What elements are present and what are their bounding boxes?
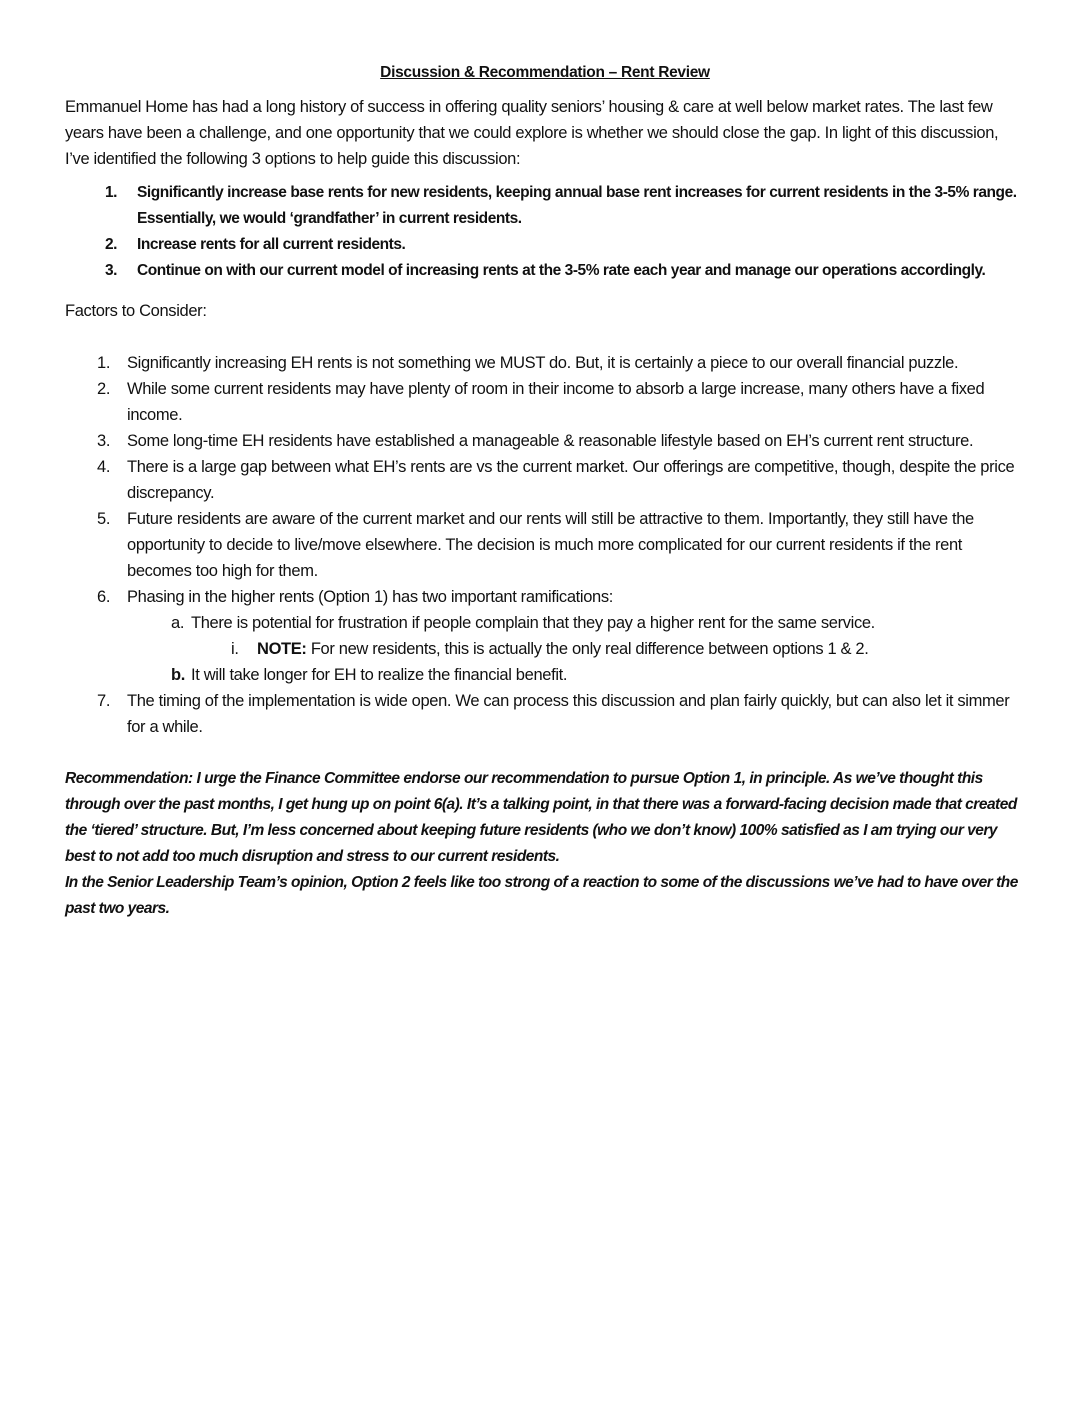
subsub-number: i. [231,640,239,658]
factor-item [65,454,1025,506]
sub-text: There is potential for frustration if people complain that they pay a higher rent for the same service. [191,614,875,632]
factor-text: Significantly increasing EH rents is not something we MUST do. But, it is certainly a piece to our overall financial puzzle. [127,354,959,372]
factor-number: 1. [97,354,111,372]
intro-paragraph: Emmanuel Home has had a long history of success in offering quality seniors’ housing & care at well below market rates. The last few years have been a challenge, and one opportunity that we could explore is whether we should close the gap. In light of this discussion, I’ve identified the following 3 options to help guide this discussion: [65,98,999,168]
recommendation-paragraph: Recommendation: I urge the Finance Committee endorse our recommendation to pursue Option 1, in principle. As we’ve thought this through over the past months, I get hung up on point 6(a). It’s a talking point, in that there was a forward-facing decision made that created the ‘tiered’ structure. But, I’m less concerned about keeping future residents (who we don’t know) 100% satisfied as I am trying our very best to not add too much disruption and stress to our current residents. [65,770,1017,865]
factor-number: 2. [97,380,111,398]
factor-item [65,376,1025,428]
factor-item [65,428,1025,454]
document-page [65,64,1025,922]
factor-number: 3. [97,432,111,450]
factor-number: 4. [97,458,111,476]
factor-number: 7. [97,692,111,710]
option-number: 2. [105,236,118,253]
option-item [65,232,1025,258]
recommendation-section [65,766,1025,922]
factor-text: While some current residents may have plenty of room in their income to absorb a large increase, many others have a fixed income. [127,380,985,424]
document-title: Discussion & Recommendation – Rent Review [380,64,710,81]
options-list [65,180,1025,284]
factor-item [65,506,1025,584]
option-item [65,180,1025,232]
factor-text: The timing of the implementation is wide open. We can process this discussion and plan fairly quickly, but can also let it simmer for a while. [127,692,1010,736]
factor-sublist [127,610,1025,688]
factor-text: Future residents are aware of the current market and our rents will still be attractive to them. Importantly, they still have the opportunity to decide to live/move elsewhere. The decision is much more complicated for our current residents if the rent becomes too high for them. [127,510,974,580]
factor-item [65,688,1025,740]
option-text: Continue on with our current model of increasing rents at the 3-5% rate each year and manage our operations accordingly. [137,262,986,279]
sub-text: It will take longer for EH to realize the financial benefit. [191,666,568,684]
factor-text: There is a large gap between what EH’s rents are vs the current market. Our offerings are competitive, though, despite the price discrepancy. [127,458,1015,502]
sub-item [127,662,1025,688]
option-number: 3. [105,262,118,279]
leadership-opinion-paragraph: In the Senior Leadership Team’s opinion, Option 2 feels like too strong of a reaction to some of the discussions we’ve had to have over the past two years. [65,874,1018,917]
factors-list [65,350,1025,740]
option-item [65,258,1025,284]
factors-heading: Factors to Consider: [65,302,207,320]
sub-number: b. [171,666,185,684]
option-number: 1. [105,184,118,201]
factor-item [65,584,1025,688]
factor-text: Phasing in the higher rents (Option 1) has two important ramifications: [127,588,613,606]
option-text: Significantly increase base rents for new residents, keeping annual base rent increases for current residents in the 3-5% range. Essentially, we would ‘grandfather’ in current residents. [137,184,1017,227]
factor-number: 6. [97,588,111,606]
factor-item [65,350,1025,376]
sub-number: a. [171,614,185,632]
factor-number: 5. [97,510,111,528]
factor-subsublist [191,636,1025,662]
note-label: NOTE: [257,640,307,658]
subsub-item [127,636,1025,662]
factor-text: Some long-time EH residents have established a manageable & reasonable lifestyle based on EH’s current rent structure. [127,432,974,450]
subsub-text: For new residents, this is actually the only real difference between options 1 & 2. [306,640,869,658]
sub-item [127,610,1025,662]
option-text: Increase rents for all current residents. [137,236,406,253]
